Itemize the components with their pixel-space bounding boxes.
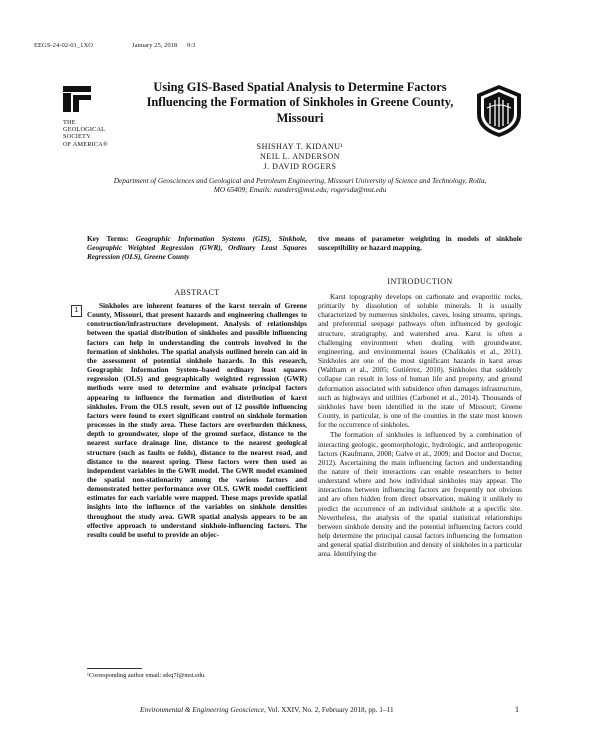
footnote-rule xyxy=(87,668,142,669)
footnote: ¹Corresponding author email: stkq7f@mst.edu. xyxy=(87,672,206,679)
line-number-box: 1 xyxy=(71,305,82,317)
abstract-text: Sinkholes are inherent features of the karst terrain of Greene County, Missouri, that present hazards and engineering challenges to construction/infrastructure development. Analysis of relationships between the spatial distribution of sinkholes and possible influencing factors can help in understanding the controls involved in the formation of sinkholes. The spatial analysis outlined herein can aid in the assessment of potential sinkhole hazards. In this research, Geographic Information System–based ordinary least squares regression (OLS) and geographically weighted regression (GWR) methods were used to determine and evaluate principal factors appearing to influence the formation and distribution of karst sinkholes. From the OLS result, seven out of 12 possible influencing factors were found to exert significant control on sinkhole formation processes in the study area. These factors are overburden thickness, depth to groundwater, slope of the ground surface, distance to the nearest surface drainage line, distance to the nearest geological structure (such as faults or folds), distance to the nearest road, and distance to the nearest spring. These factors were then used as independent variables in the GWR model. The GWR model examined the spatial non-stationarity among the various factors and demonstrated better performance over OLS. GWR model coefficient estimates for each variable were mapped. These maps provide spatial insights into the influence of the variables on sinkhole densities throughout the study area. GWR spatial analysis appears to be an effective approach to understand sinkhole-influencing factors. The results could be useful to provide an objec- xyxy=(87,302,307,539)
citation-details: Vol. XXIV, No. 2, February 2018, pp. 1–11 xyxy=(265,705,394,714)
introduction-paragraph: The formation of sinkholes is influenced by a combination of interacting geologic, geomorphologic, hydrologic, and anthropogenic factors (Kaufmann, 2008; Galve et al., 2009; and Doctor and Doctor, 2012). Ascertaining the main influencing factors and understanding the nature of their interactions can enable researchers to better understand where and how individual sinkholes may appear. The interactions between influencing factors are frequently not obvious and are often hidden from direct observation, making it unlikely to predict the occurrence of an individual sinkhole at a specific site. Nevertheless, the analysis of the spatial statistical relationships between sinkhole density and the potential influencing factors could help determine the principal causal factors influencing the formation and general spatial distribution and density of sinkholes in a particular area. Identifying the xyxy=(318,431,522,559)
page-number: 1 xyxy=(515,705,519,714)
affiliation: Department of Geosciences and Geological and Petroleum Engineering, Missouri University of Science and Technology, Rolla, MO 65409; Emails: nanders@mst.edu; rogersda@mst.edu xyxy=(113,176,487,195)
author-name: SHISHAY T. KIDANU¹ xyxy=(256,142,344,151)
gsa-logo-line: GEOLOGICAL xyxy=(63,126,106,134)
paper-title: Using GIS-Based Spatial Analysis to Determine Factors Influencing the Formation of Sinkholes in Greene County, Missouri xyxy=(146,80,454,125)
aeg-seal-icon xyxy=(476,84,522,138)
key-terms-label: Key Terms: xyxy=(87,235,129,243)
gsa-logo-line: THE xyxy=(63,119,76,126)
header-time: 9:3 xyxy=(187,42,196,49)
gsa-logo-text xyxy=(63,119,121,148)
manuscript-id: EEGS-24-02-01_1XO xyxy=(34,42,93,49)
gsa-logo-line: SOCIETY xyxy=(63,133,91,141)
key-terms xyxy=(87,235,307,262)
header-date: January 25, 2018 xyxy=(132,42,178,49)
journal-name: Environmental & Engineering Geoscience, xyxy=(140,705,266,714)
abstract-heading: ABSTRACT xyxy=(174,288,220,297)
journal-citation xyxy=(140,705,394,714)
gsa-mark-icon xyxy=(63,86,91,112)
gsa-logo xyxy=(63,86,121,148)
author-name: J. DAVID ROGERS xyxy=(263,162,337,171)
author-name: NEIL L. ANDERSON xyxy=(260,152,340,161)
introduction-body xyxy=(318,293,522,560)
gsa-logo-line: OF AMERICA® xyxy=(63,140,108,148)
abstract-body xyxy=(87,302,307,540)
abstract-continuation: tive means of parameter weighting in models of sinkhole susceptibility or hazard mapping. xyxy=(318,235,522,253)
key-terms-list: Geographic Information Systems (GIS), Sinkhole, Geographic Weighted Regression (GWR), Ordinary Least Squares Regression (OLS), Greene County xyxy=(87,235,308,262)
introduction-paragraph: Karst topography develops on carbonate and evaporitic rocks, primarily by dissolution of soluble minerals. It is usually characterized by numerous sinkholes, caves, losing streams, springs, and preferential seepage pathways often influenced by geologic structure, stratigraphy, and watershed area. Karst is often a challenging environment when dealing with groundwater, engineering, and environmental issues (Chalikakis et al., 2011). Sinkholes are one of the most significant hazards in karst areas (Waltham et al., 2005; Gutiérrez, 2010). Sinkholes that suddenly collapse can result in loss of human life and property, and ground deformation associated with subsidence often damages infrastructure, such as highways and utilities (Carbonel et al., 2014). Thousands of sinkholes have been identified in the state of Missouri; Greene County, in particular, is one of the counties in the state most known for the occurrence of sinkholes. xyxy=(318,293,522,430)
introduction-heading: INTRODUCTION xyxy=(387,277,453,286)
author-list xyxy=(130,142,470,172)
